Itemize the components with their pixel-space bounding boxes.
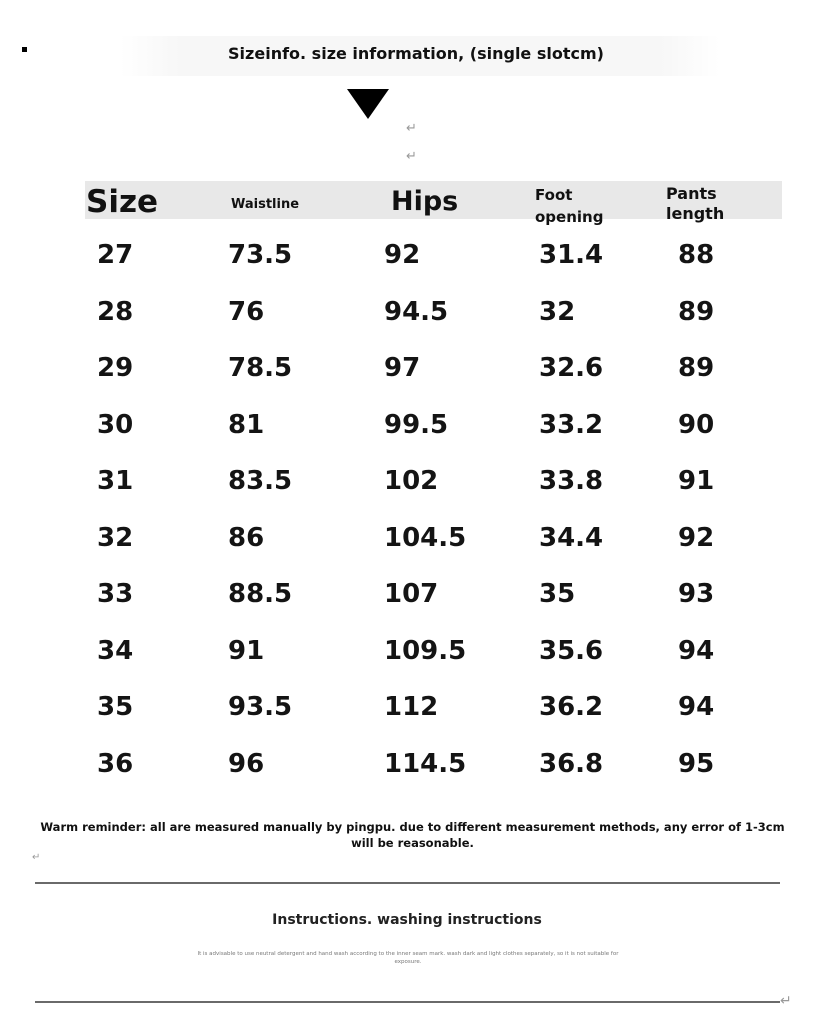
- cell-size: 36: [97, 748, 134, 779]
- return-mark: ↵: [32, 852, 41, 863]
- cell-pants-length: 90: [678, 409, 715, 440]
- cell-size: 27: [97, 240, 134, 270]
- page-title: Sizeinfo. size information, (single slotcm): [228, 44, 604, 63]
- cell-pants-length: 91: [678, 466, 715, 496]
- warm-reminder: Warm reminder: all are measured manually by pingpu. due to different measurement methods, any error of 1-3cm will be reasonable.: [40, 820, 785, 850]
- cell-hips: 99.5: [384, 409, 449, 440]
- cell-hips: 92: [384, 240, 421, 270]
- washing-text: It is advisable to use neutral detergent and hand wash according to the inner seam mark. wash dark and light clothes separately, so it is not suitable for exposure.: [197, 951, 619, 965]
- cell-pants-length: 88: [678, 240, 715, 270]
- column-header-waistline: Waistline: [231, 197, 300, 212]
- table-row: [0, 349, 820, 406]
- cell-waistline: 83.5: [228, 466, 293, 496]
- column-header-hips: Hips: [391, 186, 459, 217]
- cell-pants-length: 92: [678, 522, 715, 553]
- cell-size: 31: [97, 466, 134, 496]
- cell-size: 29: [97, 353, 134, 383]
- divider: [35, 882, 780, 884]
- return-mark: ↵: [406, 121, 417, 136]
- cell-waistline: 88.5: [228, 579, 293, 609]
- cell-hips: 94.5: [384, 296, 449, 327]
- cell-hips: 114.5: [384, 748, 467, 779]
- table-row: [0, 236, 820, 293]
- cell-foot-opening: 32.6: [539, 353, 604, 383]
- divider: [35, 1001, 780, 1003]
- table-row: [0, 688, 820, 745]
- table-row: [0, 406, 820, 463]
- washing-title: Instructions. washing instructions: [272, 912, 542, 928]
- cell-hips: 102: [384, 466, 439, 496]
- cell-foot-opening: 36.8: [539, 748, 604, 779]
- cell-waistline: 73.5: [228, 240, 293, 270]
- cell-waistline: 93.5: [228, 692, 293, 722]
- return-mark: ↵: [406, 149, 417, 164]
- cell-waistline: 96: [228, 748, 265, 779]
- cell-size: 28: [97, 296, 134, 327]
- cell-foot-opening: 31.4: [539, 240, 604, 270]
- column-header-pants-length: Pants length: [666, 184, 725, 223]
- cell-size: 34: [97, 635, 134, 666]
- cell-hips: 104.5: [384, 522, 467, 553]
- cell-pants-length: 94: [678, 635, 715, 666]
- cell-hips: 112: [384, 692, 439, 722]
- cell-hips: 109.5: [384, 635, 467, 666]
- cell-pants-length: 89: [678, 353, 715, 383]
- table-row: [0, 632, 820, 689]
- table-row: [0, 293, 820, 350]
- cell-pants-length: 93: [678, 579, 715, 609]
- cell-foot-opening: 35: [539, 579, 576, 609]
- cell-pants-length: 95: [678, 748, 715, 779]
- cell-waistline: 86: [228, 522, 265, 553]
- table-row: [0, 462, 820, 519]
- cell-hips: 97: [384, 353, 421, 383]
- cell-waistline: 81: [228, 409, 265, 440]
- down-arrow-icon: [347, 89, 389, 119]
- table-row: [0, 575, 820, 632]
- cell-size: 33: [97, 579, 134, 609]
- cell-foot-opening: 36.2: [539, 692, 604, 722]
- cell-foot-opening: 35.6: [539, 635, 604, 666]
- cell-pants-length: 89: [678, 296, 715, 327]
- cell-foot-opening: 33.2: [539, 409, 604, 440]
- column-header-foot-opening: Foot opening: [535, 186, 604, 226]
- cell-foot-opening: 33.8: [539, 466, 604, 496]
- cell-foot-opening: 32: [539, 296, 576, 327]
- cell-pants-length: 94: [678, 692, 715, 722]
- column-header-size: Size: [86, 184, 159, 220]
- cell-size: 32: [97, 522, 134, 553]
- cell-size: 30: [97, 409, 134, 440]
- cell-hips: 107: [384, 579, 439, 609]
- cell-foot-opening: 34.4: [539, 522, 604, 553]
- table-row: [0, 519, 820, 576]
- size-table-body: [0, 236, 820, 801]
- cell-waistline: 91: [228, 635, 265, 666]
- cell-size: 35: [97, 692, 134, 722]
- cell-waistline: 78.5: [228, 353, 293, 383]
- return-mark: ↵: [780, 993, 792, 1009]
- cell-waistline: 76: [228, 296, 265, 327]
- table-row: [0, 745, 820, 802]
